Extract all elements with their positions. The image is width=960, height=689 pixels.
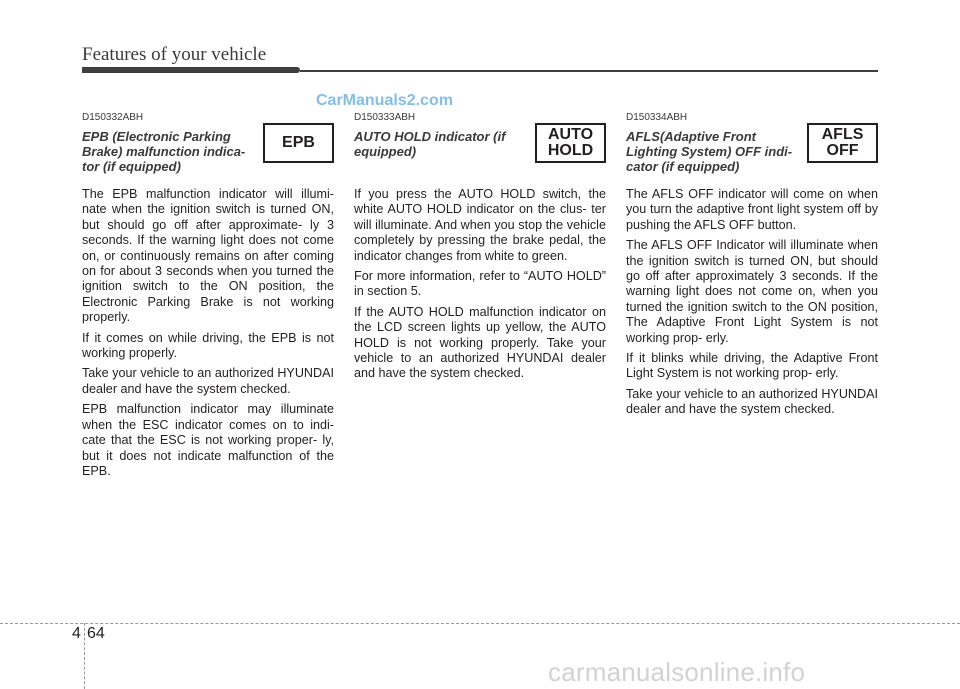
auto-hold-indicator-icon: AUTO HOLD — [535, 123, 606, 163]
footer-rule — [0, 623, 960, 624]
section-heading-row — [82, 129, 334, 187]
section-heading: AFLS(Adaptive Front Lighting System) OFF indi- cator (if equipped) — [626, 129, 793, 174]
footer-divider — [84, 623, 85, 689]
paragraph: For more information, refer to “AUTO HOLD” in section 5. — [354, 269, 606, 299]
paragraph: If you press the AUTO HOLD switch, the white AUTO HOLD indicator on the clus- ter will illuminate. And when you stop the vehicle completely by pressing the brake pedal, the indicator changes from white to green. — [354, 187, 606, 263]
afls-off-indicator-icon: AFLS OFF — [807, 123, 878, 163]
paragraph: The AFLS OFF indicator will come on when you turn the adaptive front light system off by pushing the AFLS OFF button. — [626, 187, 878, 232]
paragraph: The EPB malfunction indicator will illumi- nate when the ignition switch is turned ON, but should go off after approximate- ly 3 seconds. If the warning light does not come on, or continuously remains on after coming on for about 3 seconds when you turned the ignition switch to the ON position, the Electronic Parking Brake is not working properly. — [82, 187, 334, 325]
watermark-bottom: carmanualsonline.info — [548, 657, 806, 687]
section-auto-hold — [354, 112, 606, 387]
section-heading: EPB (Electronic Parking Brake) malfunction indica- tor (if equipped) — [82, 129, 246, 174]
section-heading-row — [626, 126, 878, 187]
paragraph: If it blinks while driving, the Adaptive Front Light System is not working prop- erly. — [626, 351, 878, 381]
paragraph: Take your vehicle to an authorized HYUNDAI dealer and have the system checked. — [626, 386, 878, 417]
watermark-top: CarManuals2.com — [316, 92, 453, 109]
section-code: D150334ABH — [626, 112, 688, 123]
paragraph: If the AUTO HOLD malfunction indicator on the LCD screen lights up yellow, the AUTO HOLD is not working properly. Take your vehicle to an authorized HYUNDAI dealer and have the system checked. — [354, 304, 606, 381]
section-code: D150332ABH — [82, 112, 144, 123]
page-header-title: Features of your vehicle — [82, 44, 267, 65]
paragraph: Take your vehicle to an authorized HYUNDAI dealer and have the system checked. — [82, 366, 334, 396]
section-epb — [82, 112, 334, 484]
paragraph: If it comes on while driving, the EPB is not working properly. — [82, 330, 334, 361]
paragraph: EPB malfunction indicator may illuminate when the ESC indicator comes on to indi- cate that the ESC is not working proper- ly, but it does not indicate malfunction of the EPB. — [82, 402, 334, 478]
header-bar — [82, 67, 300, 73]
chapter-number: 4 — [72, 625, 81, 642]
header-rule — [300, 70, 878, 72]
epb-indicator-icon: EPB — [263, 123, 334, 163]
paragraph: The AFLS OFF Indicator will illuminate when the ignition switch is turned ON, but should go off after approximately 3 seconds. If the warning light does not come on, when you turned the ignition switch to the ON position, The Adaptive Front Light System is not working prop- erly. — [626, 238, 878, 345]
section-code: D150333ABH — [354, 112, 416, 123]
section-afls-off — [626, 112, 878, 423]
section-heading: AUTO HOLD indicator (if equipped) — [354, 129, 506, 159]
page-number: 64 — [87, 625, 105, 642]
section-heading-row — [354, 126, 606, 187]
